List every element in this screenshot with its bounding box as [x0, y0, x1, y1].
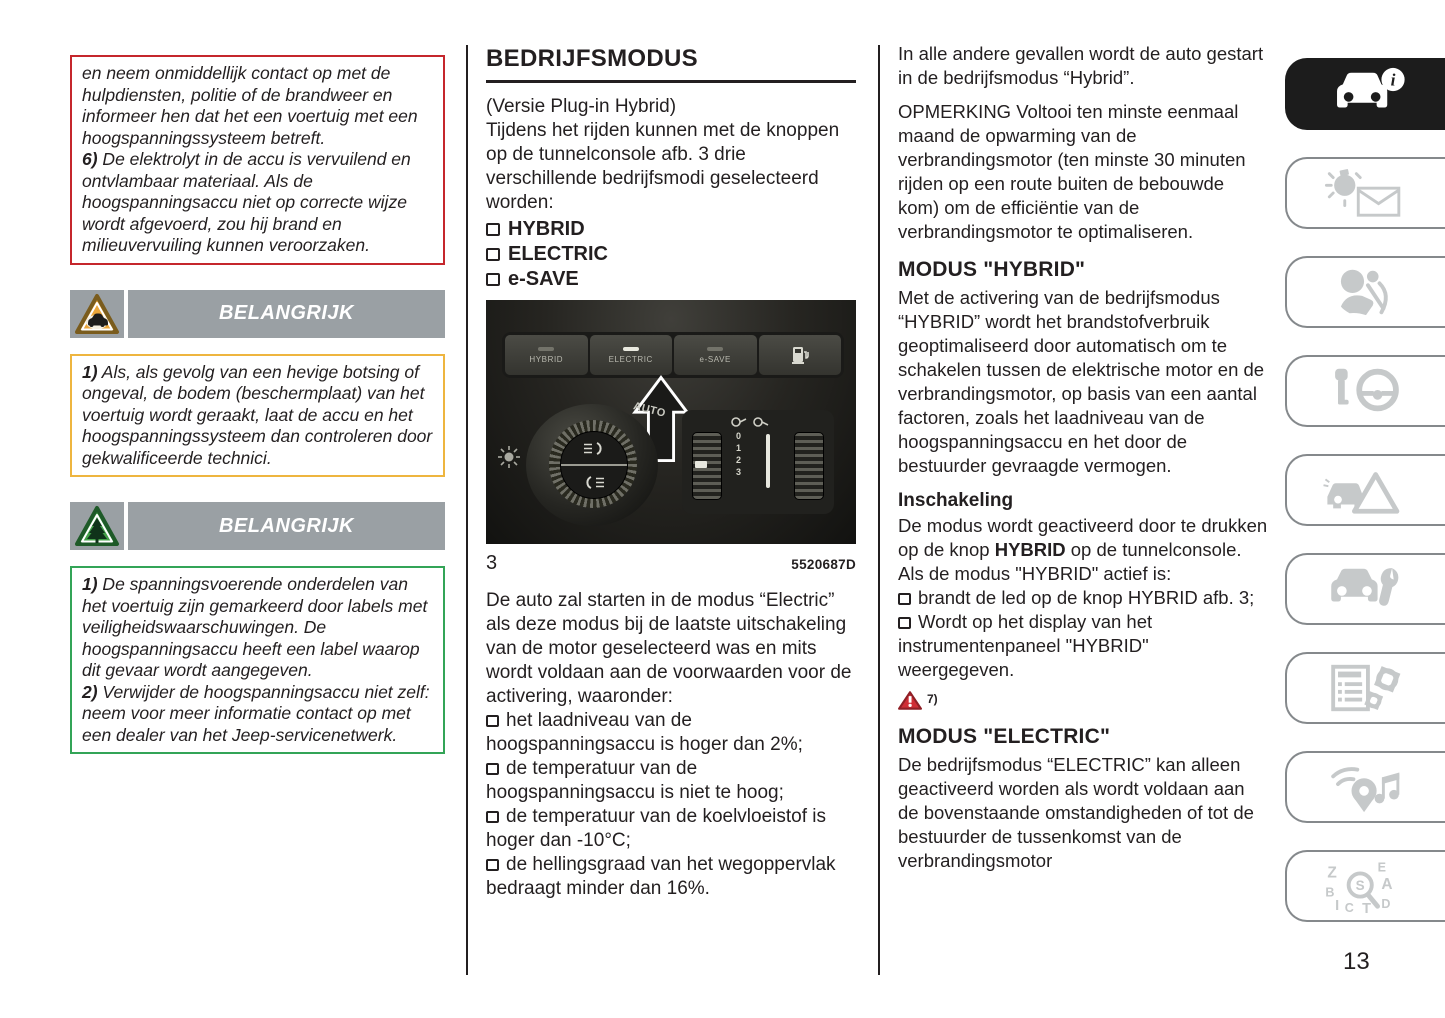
svg-text:i: i	[1390, 70, 1396, 90]
modus-hybrid-heading: MODUS "HYBRID"	[898, 258, 1086, 281]
condition-item: de temperatuur van de koelvloeistof is hoger dan -10°C;	[486, 806, 827, 851]
hybrid-bold: HYBRID	[994, 539, 1066, 560]
red-warning-triangle-icon	[898, 690, 922, 711]
list-gears-icon	[1318, 660, 1414, 716]
console-button-bar	[502, 332, 844, 378]
car-wrench-icon	[1318, 561, 1414, 617]
green-note-text-1: De spanningsvoerende onderdelen van het voertuig zijn gemarkeerd door labels met veiligheidswaarschuwingen. De hoogspanningsaccu heeft een label waarop dit gevaar wordt aangegeven.	[82, 574, 428, 680]
section-title: BEDRIJFSMODUS	[486, 45, 856, 83]
console-button-label: e-SAVE	[699, 354, 731, 364]
green-note-text-2: Verwijder de hoogspanningsaccu niet zelf: neem voor meer informatie contact op met een dealer van het Jeep-servicenetwerk.	[82, 681, 430, 745]
bulb-envelope-icon	[1318, 165, 1414, 221]
airbag-person-icon	[1318, 264, 1414, 320]
yellow-note-number-1: 1)	[82, 361, 98, 382]
banner-label: BELANGRIJK	[218, 514, 354, 537]
intro-paragraph: Tijdens het rijden kunnen met de knoppen op de tunnelconsole afb. 3 drie verschillende bedrijfsmodi geselecteerd worden:	[486, 120, 840, 213]
condition-item: de temperatuur van de hoogspanningsaccu is niet te hoog;	[486, 758, 784, 803]
sidebar-tab-emergency[interactable]	[1285, 454, 1445, 526]
green-note-box	[70, 566, 445, 754]
esave-console-button	[674, 335, 757, 375]
figure-number: 3	[486, 552, 498, 574]
inschakeling-heading: Inschakeling	[898, 490, 1014, 511]
important-banner-2	[70, 502, 445, 550]
modus-hybrid-body: Met de activering van de bedrijfsmodus “HYBRID” wordt het brandstofverbruik geoptimaliseerd door automatisch om te schakelen tussen de elektrische motor en de verbrandingsmotor, op basis van een aantal factoren, zoals het laadniveau van de hoogspanningsaccu en het door de bestuurder gevraagde vermogen.	[898, 287, 1265, 476]
button-led	[538, 347, 554, 351]
red-note-box	[70, 55, 445, 265]
hybrid-console-button	[505, 335, 588, 375]
leveling-icons	[728, 415, 772, 429]
square-bullet-icon	[898, 593, 911, 605]
column-divider-right	[878, 45, 880, 975]
modus-electric-body: De bedrijfsmodus “ELECTRIC” kan alleen geactiveerd worden als wordt voldaan aan de bovenstaande omstandigheden of tot de bestuurder de tussenkomst van de verbrandingsmotor	[898, 754, 1254, 871]
console-button-label: HYBRID	[529, 354, 564, 364]
svg-text:S: S	[1355, 877, 1365, 893]
mode-label: e-SAVE	[508, 268, 579, 290]
activation-paragraph: De modus wordt geactiveerd door te drukken op de knop HYBRID op de tunnelconsole.	[898, 515, 1268, 560]
version-subtitle: (Versie Plug-in Hybrid)	[486, 96, 677, 117]
page-number: 13	[1343, 948, 1370, 975]
leveling-digits: 0 1 2 3	[736, 431, 742, 477]
active-intro: Als de modus "HYBRID" actief is:	[898, 563, 1172, 584]
important-banner-1	[70, 290, 445, 338]
banner-label: BELANGRIJK	[218, 302, 354, 324]
knob-face	[560, 431, 628, 499]
square-bullet-icon	[486, 763, 499, 775]
svg-text:E: E	[1377, 860, 1386, 875]
multimedia-icon	[1318, 759, 1414, 815]
green-note-number-1: 1)	[82, 574, 98, 594]
middle-column	[486, 45, 856, 901]
sidebar-tab-starting-driving[interactable]	[1285, 355, 1445, 427]
wheel-marker	[695, 461, 707, 468]
square-bullet-icon	[486, 811, 499, 823]
modus-electric-heading: MODUS "ELECTRIC"	[898, 725, 1111, 748]
fuel-pump-icon	[759, 335, 842, 375]
mode-item	[486, 242, 856, 267]
tunnel-console-photo	[486, 300, 856, 544]
figure-code: 5520687D	[791, 557, 856, 572]
electric-console-button	[590, 335, 673, 375]
square-bullet-icon	[486, 223, 500, 236]
sidebar-tab-index[interactable]	[1285, 850, 1445, 922]
dimmer-leveling-panel	[682, 410, 834, 514]
mode-label: ELECTRIC	[508, 243, 608, 265]
square-bullet-icon	[898, 617, 911, 629]
car-warning-triangle-icon	[70, 290, 124, 338]
red-note-number-6: 6)	[82, 149, 98, 169]
index-magnifier-icon	[1318, 858, 1414, 914]
sidebar-tab-safety[interactable]	[1285, 256, 1445, 328]
sidebar-tab-maintenance[interactable]	[1285, 553, 1445, 625]
column-divider-left	[466, 45, 468, 975]
warning-ref-number: 7)	[927, 692, 938, 706]
sidebar-tab-technical-data[interactable]	[1285, 652, 1445, 724]
svg-text:T: T	[1362, 901, 1371, 914]
svg-text:C: C	[1344, 901, 1354, 914]
tree-warning-triangle-icon	[70, 502, 124, 550]
sidebar-tab-multimedia[interactable]	[1285, 751, 1445, 823]
key-steering-wheel-icon	[1318, 363, 1414, 419]
svg-text:I: I	[1335, 898, 1340, 914]
condition-item: de hellingsgraad van het wegoppervlak bedraagt minder dan 16%.	[486, 854, 836, 899]
square-bullet-icon	[486, 715, 499, 727]
opmerking-paragraph: OPMERKING Voltooi ten minste eenmaal maand de opwarming van de verbrandingsmotor (ten minste 30 minuten rijden op een route buiten de bebouwde kom) om de efficiëntie van de verbrandingsmotor te optimaliseren.	[898, 101, 1246, 242]
car-warning-triangle-icon	[1318, 462, 1414, 518]
right-column	[898, 42, 1270, 873]
dimmer-wheel	[794, 432, 824, 500]
mode-list	[486, 217, 856, 292]
red-note-text-1: en neem onmiddellijk contact op met de hulpdiensten, politie of de brandweer en informeer hen dat het een voertuig met een hoogspanningssysteem betreft.	[82, 63, 418, 148]
panel-indicator-bar	[766, 434, 770, 488]
headlight-rotary-knob	[526, 400, 667, 526]
left-column	[70, 55, 445, 754]
square-bullet-icon	[486, 273, 500, 286]
button-led	[623, 347, 639, 351]
sidebar-tab-vehicle-info[interactable]	[1285, 58, 1445, 130]
svg-text:A: A	[1381, 875, 1393, 893]
console-button-label: ELECTRIC	[608, 354, 653, 364]
svg-text:B: B	[1325, 885, 1335, 900]
hybrid-bullet-item: brandt de led op de knop HYBRID afb. 3;	[898, 586, 1270, 610]
condition-item: het laadniveau van de hoogspanningsaccu is hoger dan 2%;	[486, 710, 803, 755]
yellow-note-text: Als, als gevolg van een hevige botsing of ongeval, de bodem (beschermplaat) van het voertuig wordt geraakt, laat de accu en het hoogspanningssysteem dan controleren door gekwalificeerde technici.	[82, 361, 433, 468]
mode-item	[486, 267, 856, 292]
square-bullet-icon	[486, 248, 500, 261]
figure-caption	[486, 552, 856, 575]
yellow-note-box	[70, 354, 445, 478]
button-led	[707, 347, 723, 351]
svg-text:Z: Z	[1327, 864, 1337, 882]
hybrid-bullet-item: Wordt op het display van het instrumentenpaneel "HYBRID" weergegeven.	[898, 611, 1153, 680]
red-note-text-2: De elektrolyt in de accu is vervuilend en ontvlambaar materiaal. Als de hoogspanningsaccu niet op correcte wijze wordt afgevoerd, zou hij brand en milieuvervuiling kunnen veroorzaken.	[82, 149, 411, 255]
hybrid-start-paragraph: In alle andere gevallen wordt de auto gestart in de bedrijfsmodus “Hybrid”.	[898, 43, 1264, 88]
green-note-number-2: 2)	[82, 681, 98, 702]
warning-reference	[898, 690, 1270, 711]
start-mode-paragraph: De auto zal starten in de modus “Electric” als deze modus bij de laatste uitschakeling van de motor geselecteerd was en mits wordt voldaan aan de voorwaarden voor de activering, waaronder:	[486, 590, 852, 707]
mode-item	[486, 217, 856, 242]
mode-label: HYBRID	[508, 218, 585, 240]
parking-light-sun-icon	[498, 446, 520, 468]
headlight-leveling-wheel	[692, 432, 722, 500]
svg-text:D: D	[1381, 897, 1391, 912]
car-info-icon	[1318, 66, 1414, 122]
square-bullet-icon	[486, 859, 499, 871]
auto-marking-label: AUTO	[632, 400, 667, 420]
sidebar-tab-instrument-panel[interactable]	[1285, 157, 1445, 229]
